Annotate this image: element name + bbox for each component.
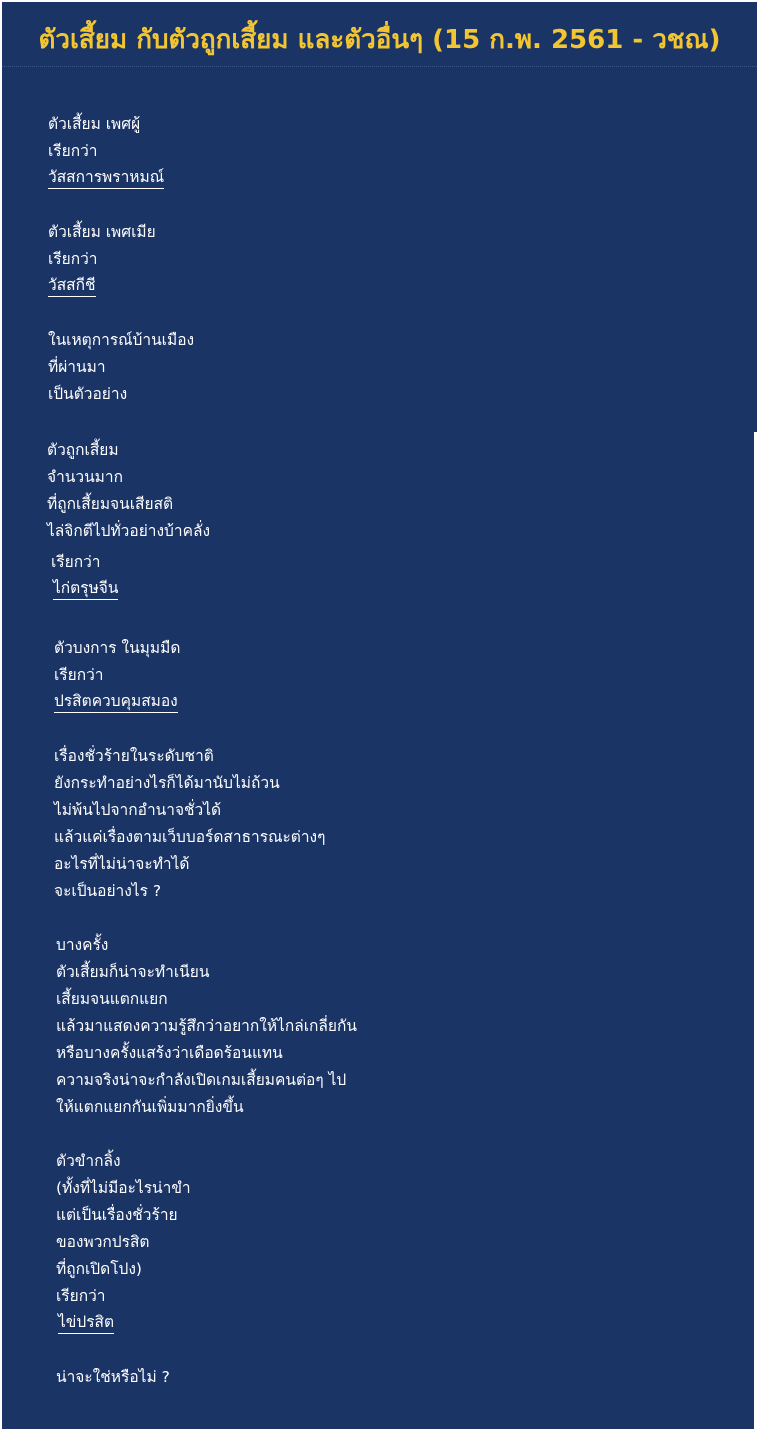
body-line: แล้วมาแสดงความรู้สึกว่าอยากให้ไกล่เกลี่ยกัน (56, 1017, 357, 1035)
article-panel (2, 2, 757, 1429)
body-line: เรียกว่า (48, 142, 98, 160)
body-line: ตัวเสี้ยม เพศผู้ (48, 115, 141, 133)
body-line: อะไรที่ไม่น่าจะทำได้ (54, 855, 190, 873)
body-line: ตัวบงการ ในมุมมืด (54, 639, 181, 657)
term-link[interactable]: วัสสกีชี (48, 275, 96, 297)
body-line: ในเหตุการณ์บ้านเมือง (48, 331, 195, 349)
body-line: เรียกว่า (51, 553, 101, 571)
body-line: (ทั้งที่ไม่มีอะไรน่าขำ (56, 1179, 191, 1197)
body-line: จะเป็นอย่างไร ? (54, 882, 162, 900)
body-line: ที่ผ่านมา (48, 358, 106, 376)
page-edge-divider (754, 432, 757, 1431)
body-line: เรียกว่า (56, 1287, 106, 1305)
body-line: ไม่พ้นไปจากอำนาจชั่วได้ (54, 801, 222, 819)
article-header (2, 2, 757, 67)
body-line: ไล่จิกตีไปทั่วอย่างบ้าคลั่ง (47, 522, 211, 540)
body-line: น่าจะใช่หรือไม่ ? (56, 1368, 170, 1386)
body-line: เสี้ยมจนแตกแยก (56, 990, 168, 1008)
body-line: เรียกว่า (54, 666, 104, 684)
term-link[interactable]: ไก่ตรุษจีน (53, 578, 118, 600)
body-line: ตัวถูกเสี้ยม (47, 441, 119, 459)
body-line: เรียกว่า (48, 250, 98, 268)
body-line: ตัวเสี้ยม เพศเมีย (48, 223, 156, 241)
body-line: ยังกระทำอย่างไรก็ได้มานับไม่ถ้วน (54, 774, 280, 792)
body-line: ของพวกปรสิต (56, 1233, 150, 1251)
body-line: ที่ถูกเปิดโปง) (56, 1260, 142, 1278)
body-line: แล้วแค่เรื่องตามเว็บบอร์ดสาธารณะต่างๆ (54, 828, 326, 846)
body-line: ตัวขำกลิ้ง (56, 1152, 121, 1170)
body-line: แต่เป็นเรื่องชั่วร้าย (56, 1206, 178, 1224)
term-link[interactable]: ไข่ปรสิต (58, 1312, 114, 1334)
body-line: หรือบางครั้งแสร้งว่าเดือดร้อนแทน (56, 1044, 283, 1062)
body-line: ที่ถูกเสี้ยมจนเสียสติ (47, 495, 174, 513)
body-line: เป็นตัวอย่าง (48, 385, 128, 403)
body-line: ให้แตกแยกกันเพิ่มมากยิ่งขึ้น (56, 1098, 244, 1116)
body-line: ตัวเสี้ยมก็น่าจะทำเนียน (56, 963, 210, 981)
body-line: ความจริงน่าจะกำลังเปิดเกมเสี้ยมคนต่อๆ ไป (56, 1071, 347, 1089)
body-line: เรื่องชั่วร้ายในระดับชาติ (54, 747, 214, 765)
term-link[interactable]: วัสสการพราหมณ์ (48, 167, 164, 189)
body-line: จำนวนมาก (47, 468, 123, 486)
term-link[interactable]: ปรสิตควบคุมสมอง (54, 691, 178, 713)
article-title: ตัวเสี้ยม กับตัวถูกเสี้ยม และตัวอื่นๆ (15 ก.พ. 2561 - วชณ) (38, 25, 721, 55)
body-line: บางครั้ง (56, 936, 109, 954)
